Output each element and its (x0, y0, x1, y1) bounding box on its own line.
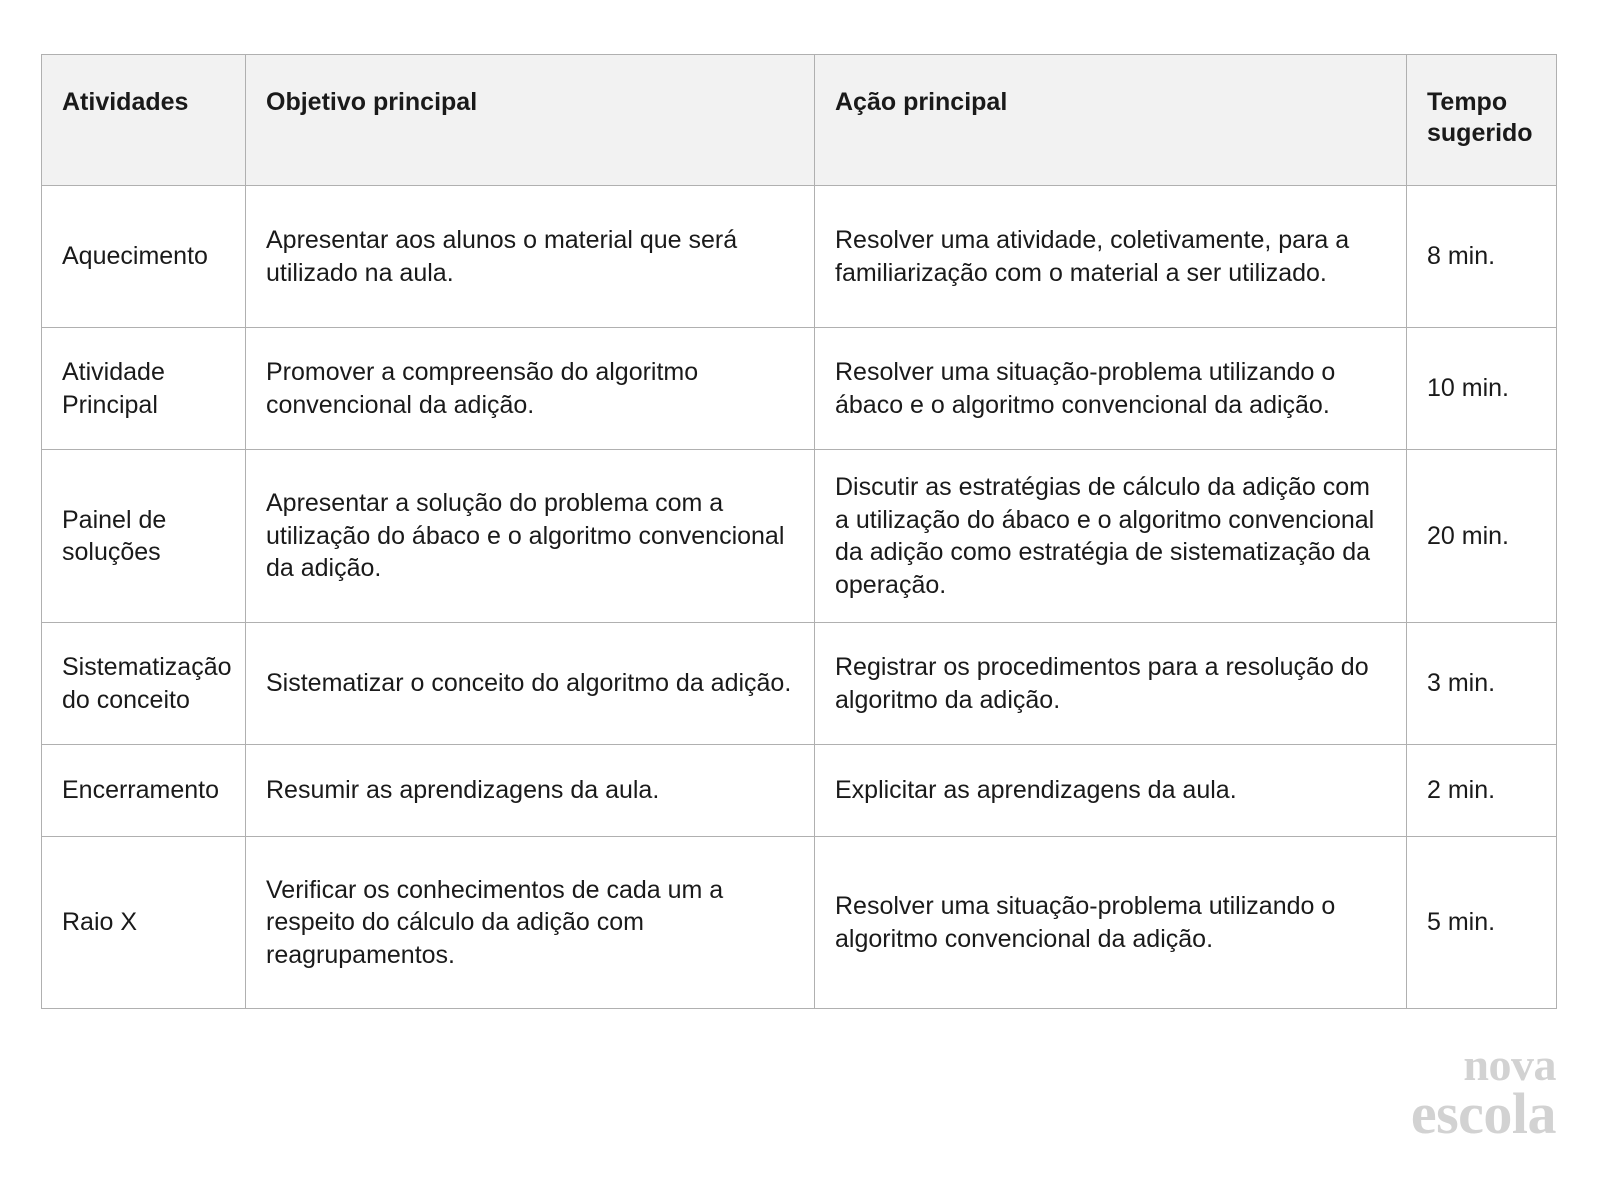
cell-atividade: Encerramento (42, 745, 246, 837)
logo-line-nova: nova (1463, 1039, 1556, 1091)
column-header-acao-principal: Ação principal (815, 55, 1407, 186)
cell-atividade: Atividade Principal (42, 328, 246, 450)
cell-tempo: 10 min. (1407, 328, 1557, 450)
table-row (42, 186, 1557, 328)
cell-tempo: 5 min. (1407, 837, 1557, 1009)
cell-objetivo: Verificar os conhecimentos de cada um a respeito do cálculo da adição com reagrupamentos. (246, 837, 815, 1009)
cell-objetivo: Apresentar a solução do problema com a utilização do ábaco e o algoritmo convencional da adição. (246, 450, 815, 623)
nova-escola-logo (1410, 1039, 1556, 1146)
cell-objetivo: Apresentar aos alunos o material que será utilizado na aula. (246, 186, 815, 328)
cell-atividade: Painel de soluções (42, 450, 246, 623)
cell-acao: Resolver uma atividade, coletivamente, para a familiarização com o material a ser utilizado. (815, 186, 1407, 328)
table-header (42, 55, 1557, 186)
cell-tempo: 3 min. (1407, 623, 1557, 745)
cell-acao: Discutir as estratégias de cálculo da adição com a utilização do ábaco e o algoritmo convencional da adição como estratégia de sistematização da operação. (815, 450, 1407, 623)
cell-objetivo: Promover a compreensão do algoritmo convencional da adição. (246, 328, 815, 450)
activities-table (41, 54, 1557, 1009)
column-header-atividades: Atividades (42, 55, 246, 186)
logo-line-escola: escola (1410, 1080, 1556, 1146)
cell-objetivo: Sistematizar o conceito do algoritmo da adição. (246, 623, 815, 745)
cell-acao: Registrar os procedimentos para a resolução do algoritmo da adição. (815, 623, 1407, 745)
cell-atividade: Sistematização do conceito (42, 623, 246, 745)
cell-atividade: Aquecimento (42, 186, 246, 328)
table-row (42, 745, 1557, 837)
cell-tempo: 2 min. (1407, 745, 1557, 837)
cell-atividade: Raio X (42, 837, 246, 1009)
cell-objetivo: Resumir as aprendizagens da aula. (246, 745, 815, 837)
cell-tempo: 20 min. (1407, 450, 1557, 623)
table-row (42, 450, 1557, 623)
cell-tempo: 8 min. (1407, 186, 1557, 328)
cell-acao: Explicitar as aprendizagens da aula. (815, 745, 1407, 837)
table-row (42, 837, 1557, 1009)
column-header-objetivo-principal: Objetivo principal (246, 55, 815, 186)
cell-acao: Resolver uma situação-problema utilizando o algoritmo convencional da adição. (815, 837, 1407, 1009)
table-header-row (42, 55, 1557, 186)
column-header-tempo-sugerido: Tempo sugerido (1407, 55, 1557, 186)
table-row (42, 623, 1557, 745)
table-row (42, 328, 1557, 450)
cell-acao: Resolver uma situação-problema utilizando o ábaco e o algoritmo convencional da adição. (815, 328, 1407, 450)
table-body (42, 186, 1557, 1009)
activities-table-container (41, 54, 1556, 1009)
